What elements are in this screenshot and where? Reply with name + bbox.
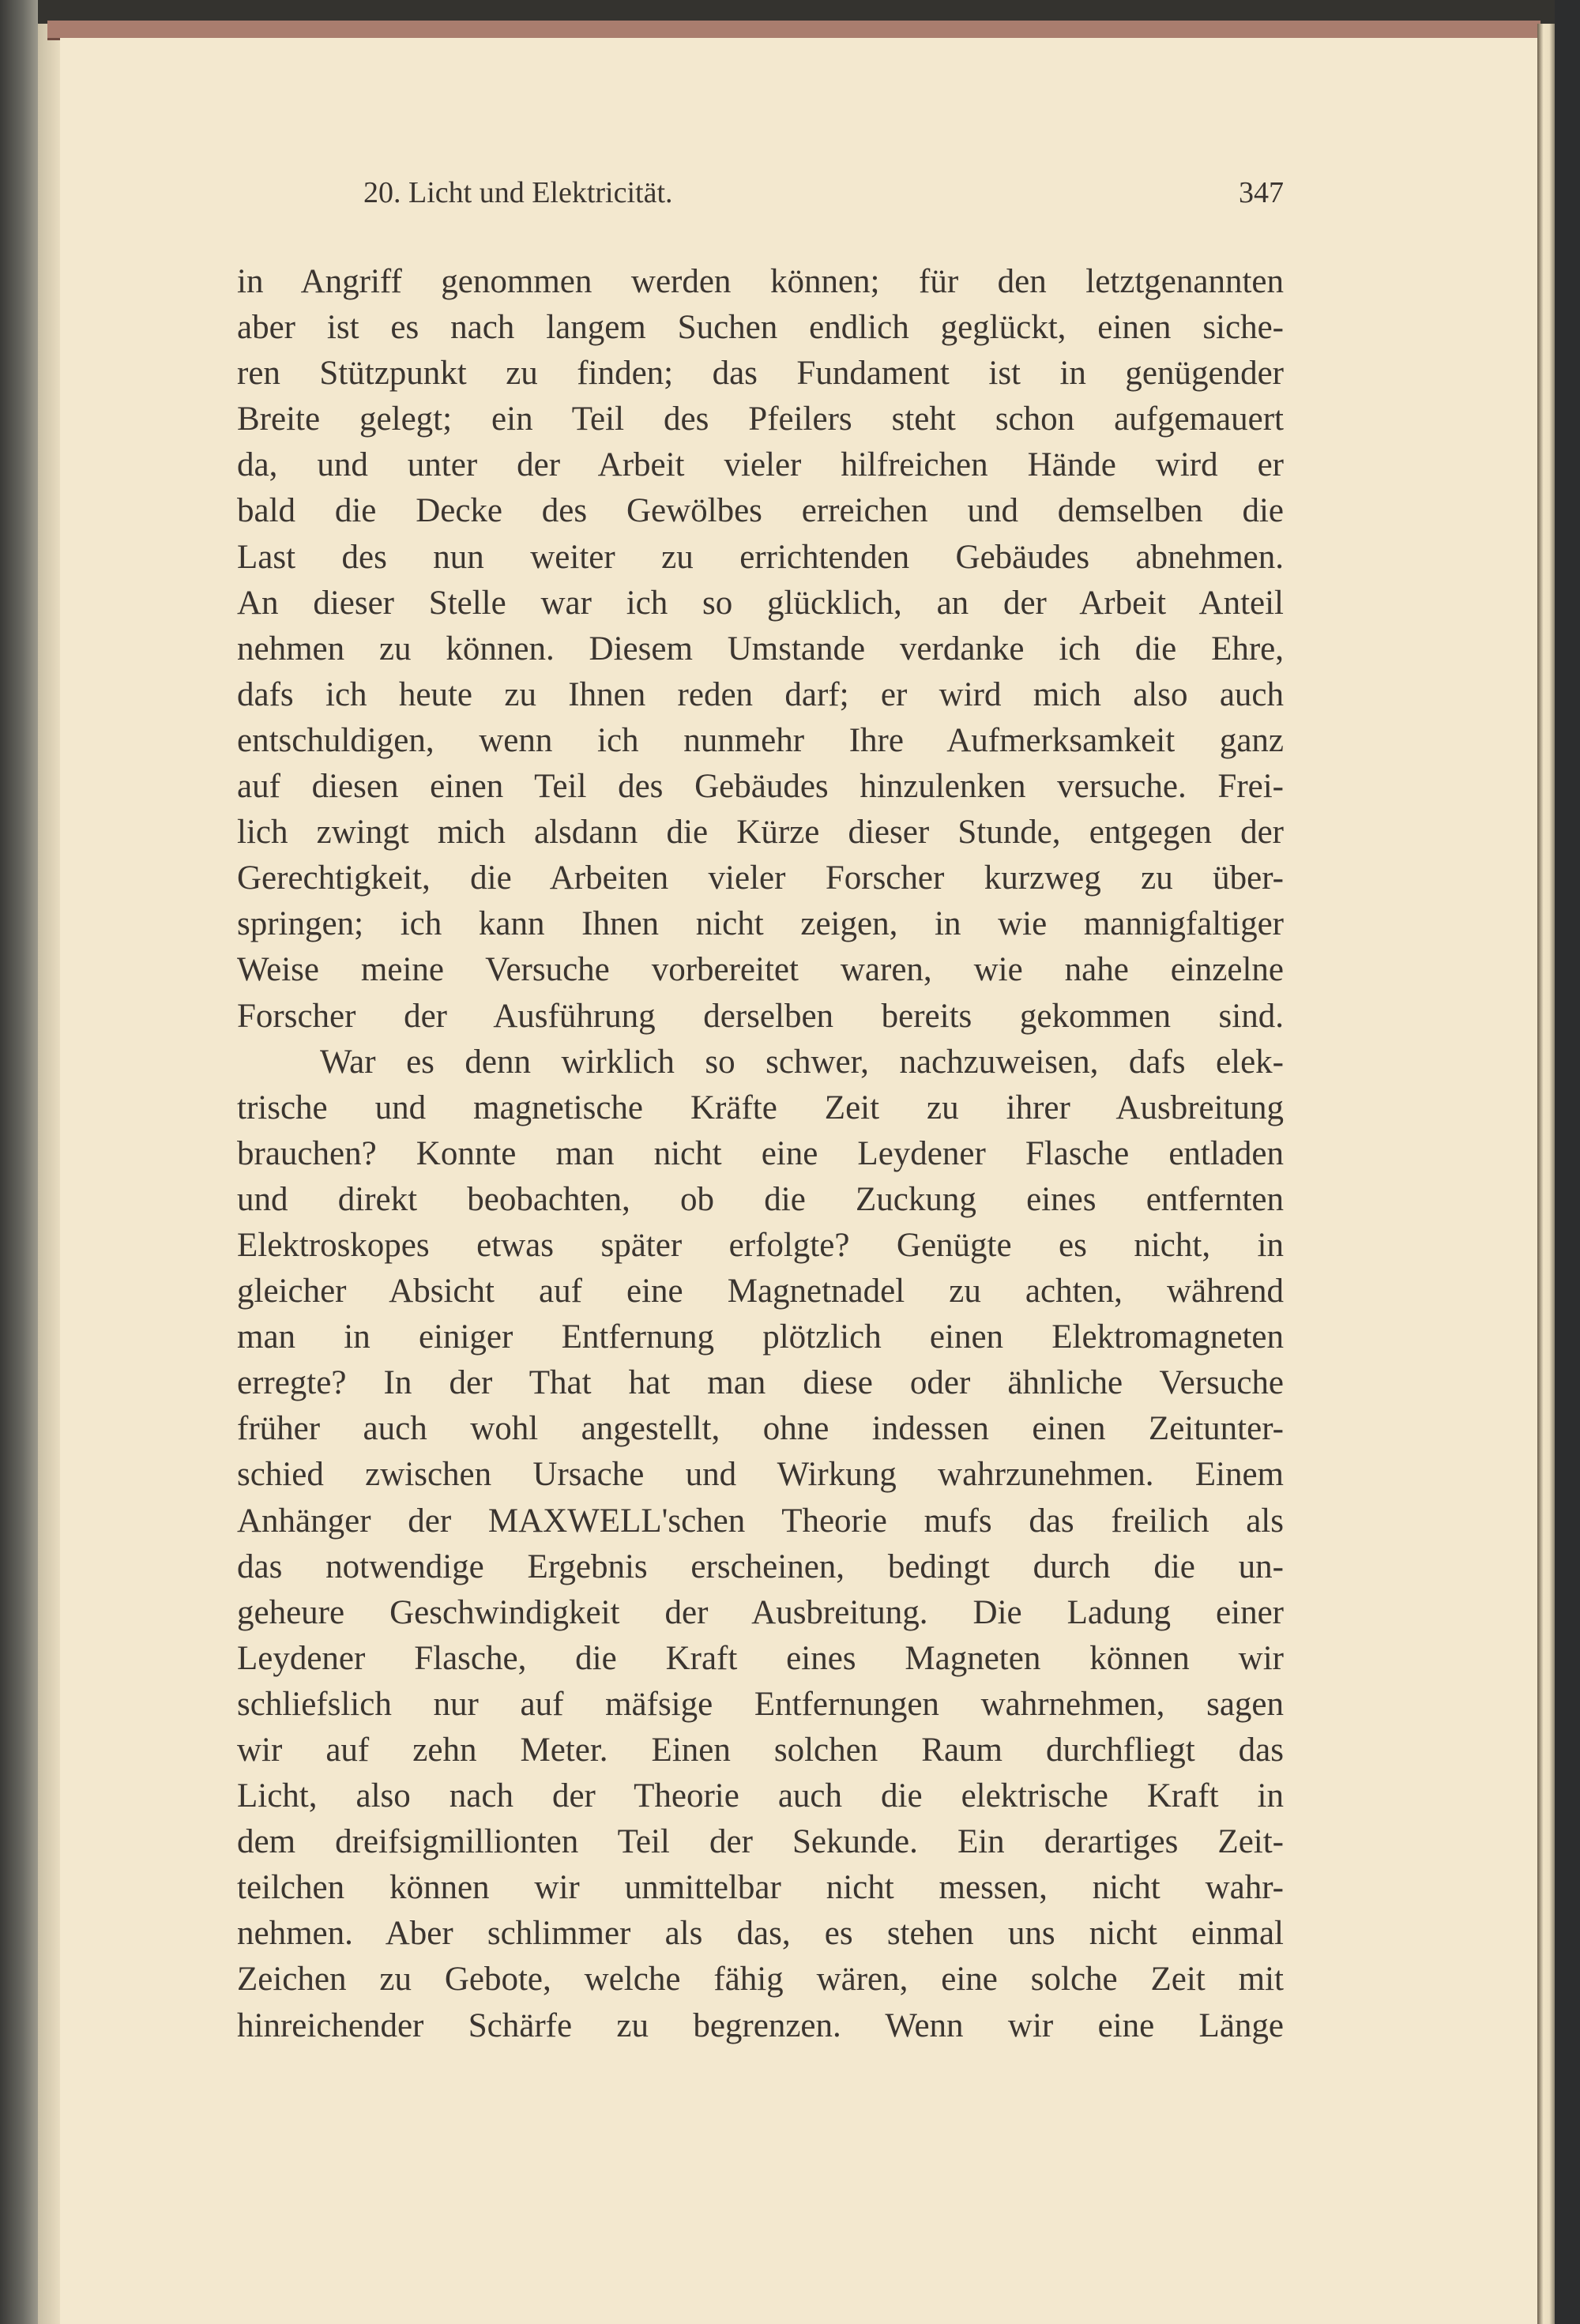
text-line: in Angriff genommen werden können; für den letztgenannten bbox=[237, 263, 1284, 300]
body-text bbox=[237, 259, 1284, 2049]
text-line: Anhänger der MAXWELL'schen Theorie mufs das freilich als bbox=[237, 1502, 1284, 1540]
text-line: hinreichender Schärfe zu begrenzen. Wenn wir eine Länge bbox=[237, 2006, 1284, 2044]
running-title: 20. Licht und Elektricität. bbox=[363, 176, 673, 209]
text-line: Weise meine Versuche vorbereitet waren, wie nahe einzelne bbox=[237, 951, 1284, 989]
page-stack-edge bbox=[1537, 24, 1555, 2324]
text-line: auf diesen einen Teil des Gebäudes hinzulenken versuche. Frei- bbox=[237, 768, 1284, 806]
text-line: entschuldigen, wenn ich nunmehr Ihre Aufmerksamkeit ganz bbox=[237, 721, 1284, 759]
text-line: An dieser Stelle war ich so glücklich, an der Arbeit Anteil bbox=[237, 584, 1284, 622]
text-line: und direkt beobachten, ob die Zuckung eines entfernten bbox=[237, 1180, 1284, 1218]
book-cover-right bbox=[1555, 0, 1580, 2324]
text-line: springen; ich kann Ihnen nicht zeigen, in wie mannigfaltiger bbox=[237, 905, 1284, 943]
text-line: man in einiger Entfernung plötzlich einen Elektromagneten bbox=[237, 1318, 1284, 1356]
text-line: Licht, also nach der Theorie auch die elektrische Kraft in bbox=[237, 1777, 1284, 1815]
gutter bbox=[38, 24, 60, 2324]
text-line: erregte? In der That hat man diese oder ähnliche Versuche bbox=[237, 1364, 1284, 1402]
text-line: gleicher Absicht auf eine Magnetnadel zu achten, während bbox=[237, 1273, 1284, 1311]
text-line: Forscher der Ausführung derselben bereits gekommen sind. bbox=[237, 997, 1284, 1035]
text-line: das notwendige Ergebnis erscheinen, bedingt durch die un- bbox=[237, 1547, 1284, 1585]
text-line: geheure Geschwindigkeit der Ausbreitung. Die Ladung einer bbox=[237, 1593, 1284, 1631]
text-line: bald die Decke des Gewölbes erreichen und demselben die bbox=[237, 492, 1284, 530]
text-line: aber ist es nach langem Suchen endlich geglückt, einen siche- bbox=[237, 309, 1284, 347]
text-line: brauchen? Konnte man nicht eine Leydener Flasche entladen bbox=[237, 1134, 1284, 1172]
text-line: wir auf zehn Meter. Einen solchen Raum durchfliegt das bbox=[237, 1732, 1284, 1769]
text-line: dafs ich heute zu Ihnen reden darf; er wird mich also auch bbox=[237, 675, 1284, 713]
text-line: nehmen zu können. Diesem Umstande verdanke ich die Ehre, bbox=[237, 630, 1284, 667]
text-line: da, und unter der Arbeit vieler hilfreichen Hände wird er bbox=[237, 446, 1284, 484]
text-line: Elektroskopes etwas später erfolgte? Genügte es nicht, in bbox=[237, 1226, 1284, 1264]
text-line: teilchen können wir unmittelbar nicht messen, nicht wahr- bbox=[237, 1869, 1284, 1907]
text-line: War es denn wirklich so schwer, nachzuweisen, dafs elek- bbox=[320, 1043, 1284, 1081]
text-line: lich zwingt mich alsdann die Kürze dieser Stunde, entgegen der bbox=[237, 814, 1284, 852]
page-number: 347 bbox=[1239, 176, 1284, 209]
text-line: Last des nun weiter zu errichtenden Gebäudes abnehmen. bbox=[237, 538, 1284, 576]
facing-page-edge bbox=[0, 0, 38, 2324]
text-line: nehmen. Aber schlimmer als das, es stehen uns nicht einmal bbox=[237, 1915, 1284, 1953]
text-line: früher auch wohl angestellt, ohne indessen einen Zeitunter- bbox=[237, 1410, 1284, 1448]
text-line: trische und magnetische Kräfte Zeit zu ihrer Ausbreitung bbox=[237, 1089, 1284, 1126]
text-line: ren Stützpunkt zu finden; das Fundament ist in genügender bbox=[237, 355, 1284, 393]
text-line: dem dreifsigmillionten Teil der Sekunde. Ein derartiges Zeit- bbox=[237, 1823, 1284, 1861]
running-header bbox=[237, 175, 1284, 223]
text-line: schied zwischen Ursache und Wirkung wahrzunehmen. Einem bbox=[237, 1456, 1284, 1494]
text-line: Leydener Flasche, die Kraft eines Magneten können wir bbox=[237, 1639, 1284, 1677]
text-line: schliefslich nur auf mäfsige Entfernungen wahrnehmen, sagen bbox=[237, 1685, 1284, 1723]
text-line: Breite gelegt; ein Teil des Pfeilers steht schon aufgemauert bbox=[237, 400, 1284, 438]
text-line: Zeichen zu Gebote, welche fähig wären, eine solche Zeit mit bbox=[237, 1961, 1284, 1999]
text-line: Gerechtigkeit, die Arbeiten vieler Forscher kurzweg zu über- bbox=[237, 859, 1284, 897]
